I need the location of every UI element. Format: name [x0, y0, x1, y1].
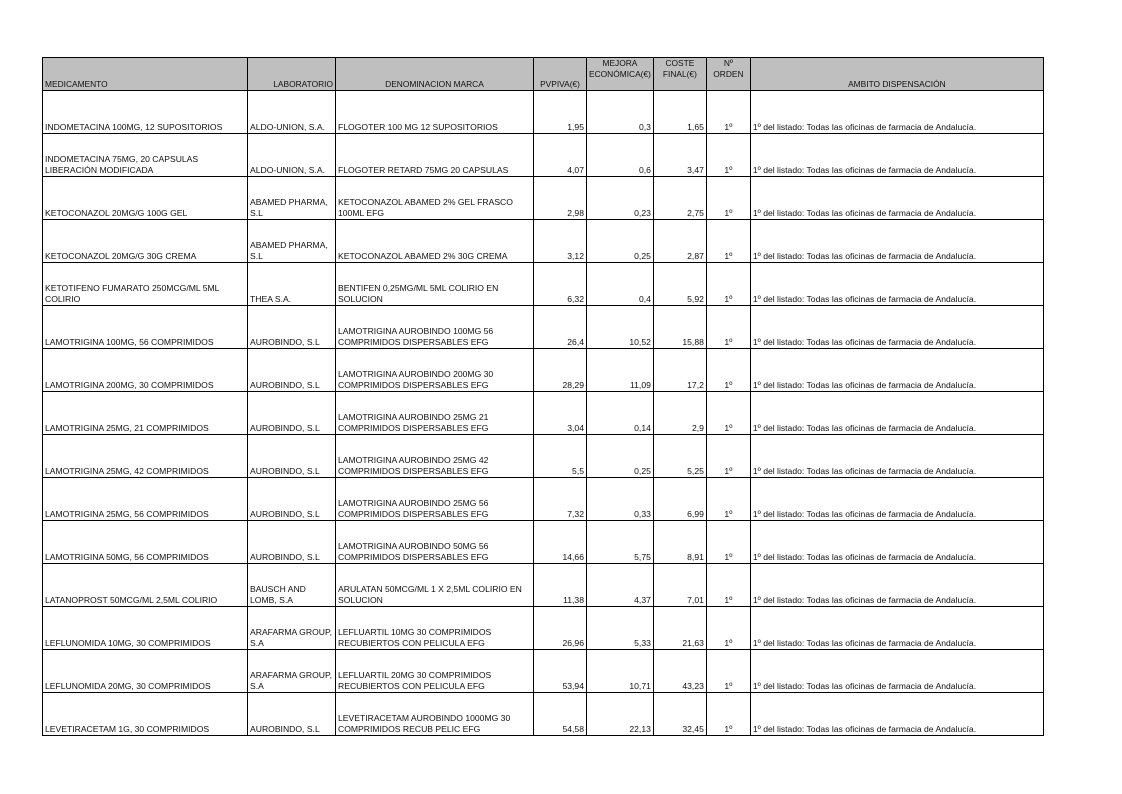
table-row — [43, 693, 1044, 736]
table-row — [43, 306, 1044, 349]
cell-medicamento: LAMOTRIGINA 50MG, 56 COMPRIMIDOS — [43, 521, 248, 564]
cell-pvp: 3,04 — [534, 392, 587, 435]
cell-ambito: 1º del listado: Todas las oficinas de farmacia de Andalucía. — [750, 392, 1043, 435]
cell-pvp: 53,94 — [534, 650, 587, 693]
cell-mejora: 11,09 — [587, 349, 654, 392]
cell-mejora: 10,71 — [587, 650, 654, 693]
cell-laboratorio: BAUSCH AND LOMB, S.A — [248, 564, 336, 607]
cell-mejora: 10,52 — [587, 306, 654, 349]
cell-orden: 1º — [706, 521, 750, 564]
cell-medicamento: LEFLUNOMIDA 10MG, 30 COMPRIMIDOS — [43, 607, 248, 650]
cell-mejora: 0,4 — [587, 263, 654, 306]
header-pvp: PVPIVA(€) — [534, 58, 587, 91]
cell-denominacion: LAMOTRIGINA AUROBINDO 50MG 56 COMPRIMIDOS DISPERSABLES EFG — [336, 521, 534, 564]
cell-ambito: 1º del listado: Todas las oficinas de farmacia de Andalucía. — [750, 134, 1043, 177]
header-laboratorio: LABORATORIO — [248, 58, 336, 91]
cell-laboratorio: AUROBINDO, S.L — [248, 349, 336, 392]
cell-orden: 1º — [706, 392, 750, 435]
cell-laboratorio: AUROBINDO, S.L — [248, 392, 336, 435]
header-ambito: AMBITO DISPENSACIÓN — [750, 58, 1043, 91]
cell-ambito: 1º del listado: Todas las oficinas de farmacia de Andalucía. — [750, 650, 1043, 693]
cell-mejora: 5,33 — [587, 607, 654, 650]
cell-coste: 3,47 — [653, 134, 706, 177]
cell-coste: 5,25 — [653, 435, 706, 478]
cell-medicamento: LAMOTRIGINA 25MG, 56 COMPRIMIDOS — [43, 478, 248, 521]
cell-mejora: 0,25 — [587, 435, 654, 478]
cell-denominacion: LAMOTRIGINA AUROBINDO 25MG 21 COMPRIMIDOS DISPERSABLES EFG — [336, 392, 534, 435]
table-row — [43, 478, 1044, 521]
cell-ambito: 1º del listado: Todas las oficinas de farmacia de Andalucía. — [750, 91, 1043, 134]
cell-coste: 43,23 — [653, 650, 706, 693]
table-row — [43, 91, 1044, 134]
cell-coste: 17,2 — [653, 349, 706, 392]
cell-laboratorio: AUROBINDO, S.L — [248, 306, 336, 349]
cell-laboratorio: AUROBINDO, S.L — [248, 521, 336, 564]
cell-pvp: 2,98 — [534, 177, 587, 220]
cell-medicamento: LAMOTRIGINA 25MG, 21 COMPRIMIDOS — [43, 392, 248, 435]
cell-orden: 1º — [706, 263, 750, 306]
cell-pvp: 14,66 — [534, 521, 587, 564]
table-row — [43, 650, 1044, 693]
cell-ambito: 1º del listado: Todas las oficinas de farmacia de Andalucía. — [750, 263, 1043, 306]
cell-mejora: 0,14 — [587, 392, 654, 435]
cell-mejora: 0,23 — [587, 177, 654, 220]
table-row — [43, 392, 1044, 435]
cell-ambito: 1º del listado: Todas las oficinas de farmacia de Andalucía. — [750, 607, 1043, 650]
cell-orden: 1º — [706, 693, 750, 736]
cell-ambito: 1º del listado: Todas las oficinas de farmacia de Andalucía. — [750, 220, 1043, 263]
cell-medicamento: LAMOTRIGINA 200MG, 30 COMPRIMIDOS — [43, 349, 248, 392]
table-row — [43, 607, 1044, 650]
cell-pvp: 11,38 — [534, 564, 587, 607]
cell-coste: 6,99 — [653, 478, 706, 521]
cell-denominacion: LAMOTRIGINA AUROBINDO 100MG 56 COMPRIMIDOS DISPERSABLES EFG — [336, 306, 534, 349]
cell-ambito: 1º del listado: Todas las oficinas de farmacia de Andalucía. — [750, 306, 1043, 349]
cell-orden: 1º — [706, 564, 750, 607]
cell-ambito: 1º del listado: Todas las oficinas de farmacia de Andalucía. — [750, 177, 1043, 220]
cell-ambito: 1º del listado: Todas las oficinas de farmacia de Andalucía. — [750, 564, 1043, 607]
cell-coste: 2,87 — [653, 220, 706, 263]
cell-coste: 15,88 — [653, 306, 706, 349]
cell-denominacion: LAMOTRIGINA AUROBINDO 25MG 42 COMPRIMIDOS DISPERSABLES EFG — [336, 435, 534, 478]
cell-denominacion: KETOCONAZOL ABAMED 2% 30G CREMA — [336, 220, 534, 263]
cell-medicamento: LAMOTRIGINA 25MG, 42 COMPRIMIDOS — [43, 435, 248, 478]
table-row — [43, 564, 1044, 607]
cell-mejora: 0,6 — [587, 134, 654, 177]
cell-orden: 1º — [706, 435, 750, 478]
cell-laboratorio: ARAFARMA GROUP, S.A — [248, 607, 336, 650]
cell-orden: 1º — [706, 478, 750, 521]
cell-denominacion: LEFLUARTIL 20MG 30 COMPRIMIDOS RECUBIERTOS CON PELICULA EFG — [336, 650, 534, 693]
cell-laboratorio: AUROBINDO, S.L — [248, 435, 336, 478]
cell-laboratorio: AUROBINDO, S.L — [248, 693, 336, 736]
table-row — [43, 435, 1044, 478]
cell-laboratorio: ALDO-UNION, S.A. — [248, 91, 336, 134]
cell-coste: 5,92 — [653, 263, 706, 306]
cell-denominacion: BENTIFEN 0,25MG/ML 5ML COLIRIO EN SOLUCION — [336, 263, 534, 306]
cell-medicamento: KETOCONAZOL 20MG/G 30G CREMA — [43, 220, 248, 263]
cell-mejora: 5,75 — [587, 521, 654, 564]
cell-laboratorio: THEA S.A. — [248, 263, 336, 306]
cell-coste: 1,65 — [653, 91, 706, 134]
cell-orden: 1º — [706, 306, 750, 349]
cell-denominacion: ARULATAN 50MCG/ML 1 X 2,5ML COLIRIO EN SOLUCION — [336, 564, 534, 607]
cell-laboratorio: ABAMED PHARMA, S.L — [248, 177, 336, 220]
header-coste: COSTE FINAL(€) — [653, 58, 706, 91]
cell-medicamento: LAMOTRIGINA 100MG, 56 COMPRIMIDOS — [43, 306, 248, 349]
table-row — [43, 521, 1044, 564]
cell-denominacion: FLOGOTER RETARD 75MG 20 CAPSULAS — [336, 134, 534, 177]
cell-laboratorio: AUROBINDO, S.L — [248, 478, 336, 521]
medication-table — [42, 57, 1044, 736]
cell-coste: 7,01 — [653, 564, 706, 607]
cell-medicamento: INDOMETACINA 75MG, 20 CAPSULAS LIBERACIÓN MODIFICADA — [43, 134, 248, 177]
cell-ambito: 1º del listado: Todas las oficinas de farmacia de Andalucía. — [750, 693, 1043, 736]
cell-orden: 1º — [706, 607, 750, 650]
header-medicamento: MEDICAMENTO — [43, 58, 248, 91]
header-row — [43, 58, 1044, 91]
cell-denominacion: KETOCONAZOL ABAMED 2% GEL FRASCO 100ML EFG — [336, 177, 534, 220]
cell-pvp: 3,12 — [534, 220, 587, 263]
cell-orden: 1º — [706, 349, 750, 392]
table-row — [43, 220, 1044, 263]
cell-coste: 32,45 — [653, 693, 706, 736]
table-row — [43, 177, 1044, 220]
cell-pvp: 5,5 — [534, 435, 587, 478]
cell-coste: 8,91 — [653, 521, 706, 564]
table-row — [43, 134, 1044, 177]
cell-laboratorio: ABAMED PHARMA, S.L — [248, 220, 336, 263]
table-row — [43, 263, 1044, 306]
cell-coste: 2,9 — [653, 392, 706, 435]
cell-ambito: 1º del listado: Todas las oficinas de farmacia de Andalucía. — [750, 349, 1043, 392]
cell-pvp: 7,32 — [534, 478, 587, 521]
cell-laboratorio: ARAFARMA GROUP, S.A — [248, 650, 336, 693]
cell-denominacion: FLOGOTER 100 MG 12 SUPOSITORIOS — [336, 91, 534, 134]
cell-medicamento: KETOCONAZOL 20MG/G 100G GEL — [43, 177, 248, 220]
cell-mejora: 0,25 — [587, 220, 654, 263]
cell-pvp: 54,58 — [534, 693, 587, 736]
header-denominacion: DENOMINACION MARCA — [336, 58, 534, 91]
cell-mejora: 22,13 — [587, 693, 654, 736]
cell-medicamento: LEVETIRACETAM 1G, 30 COMPRIMIDOS — [43, 693, 248, 736]
header-mejora: MEJORA ECONÓMICA(€) — [587, 58, 654, 91]
cell-mejora: 0,33 — [587, 478, 654, 521]
cell-orden: 1º — [706, 650, 750, 693]
cell-pvp: 28,29 — [534, 349, 587, 392]
cell-medicamento: LEFLUNOMIDA 20MG, 30 COMPRIMIDOS — [43, 650, 248, 693]
cell-orden: 1º — [706, 134, 750, 177]
cell-orden: 1º — [706, 220, 750, 263]
cell-orden: 1º — [706, 91, 750, 134]
table-row — [43, 349, 1044, 392]
cell-denominacion: LEVETIRACETAM AUROBINDO 1000MG 30 COMPRIMIDOS RECUB PELIC EFG — [336, 693, 534, 736]
cell-denominacion: LEFLUARTIL 10MG 30 COMPRIMIDOS RECUBIERTOS CON PELICULA EFG — [336, 607, 534, 650]
cell-mejora: 0,3 — [587, 91, 654, 134]
cell-ambito: 1º del listado: Todas las oficinas de farmacia de Andalucía. — [750, 435, 1043, 478]
cell-medicamento: INDOMETACINA 100MG, 12 SUPOSITORIOS — [43, 91, 248, 134]
cell-denominacion: LAMOTRIGINA AUROBINDO 200MG 30 COMPRIMIDOS DISPERSABLES EFG — [336, 349, 534, 392]
cell-pvp: 26,4 — [534, 306, 587, 349]
cell-coste: 21,63 — [653, 607, 706, 650]
cell-denominacion: LAMOTRIGINA AUROBINDO 25MG 56 COMPRIMIDOS DISPERSABLES EFG — [336, 478, 534, 521]
cell-pvp: 4,07 — [534, 134, 587, 177]
cell-ambito: 1º del listado: Todas las oficinas de farmacia de Andalucía. — [750, 478, 1043, 521]
cell-pvp: 1,95 — [534, 91, 587, 134]
cell-coste: 2,75 — [653, 177, 706, 220]
cell-medicamento: KETOTIFENO FUMARATO 250MCG/ML 5ML COLIRIO — [43, 263, 248, 306]
cell-medicamento: LATANOPROST 50MCG/ML 2,5ML COLIRIO — [43, 564, 248, 607]
cell-pvp: 6,32 — [534, 263, 587, 306]
cell-mejora: 4,37 — [587, 564, 654, 607]
cell-laboratorio: ALDO-UNION, S.A. — [248, 134, 336, 177]
header-orden: Nº ORDEN — [706, 58, 750, 91]
cell-pvp: 26,96 — [534, 607, 587, 650]
cell-ambito: 1º del listado: Todas las oficinas de farmacia de Andalucía. — [750, 521, 1043, 564]
cell-orden: 1º — [706, 177, 750, 220]
